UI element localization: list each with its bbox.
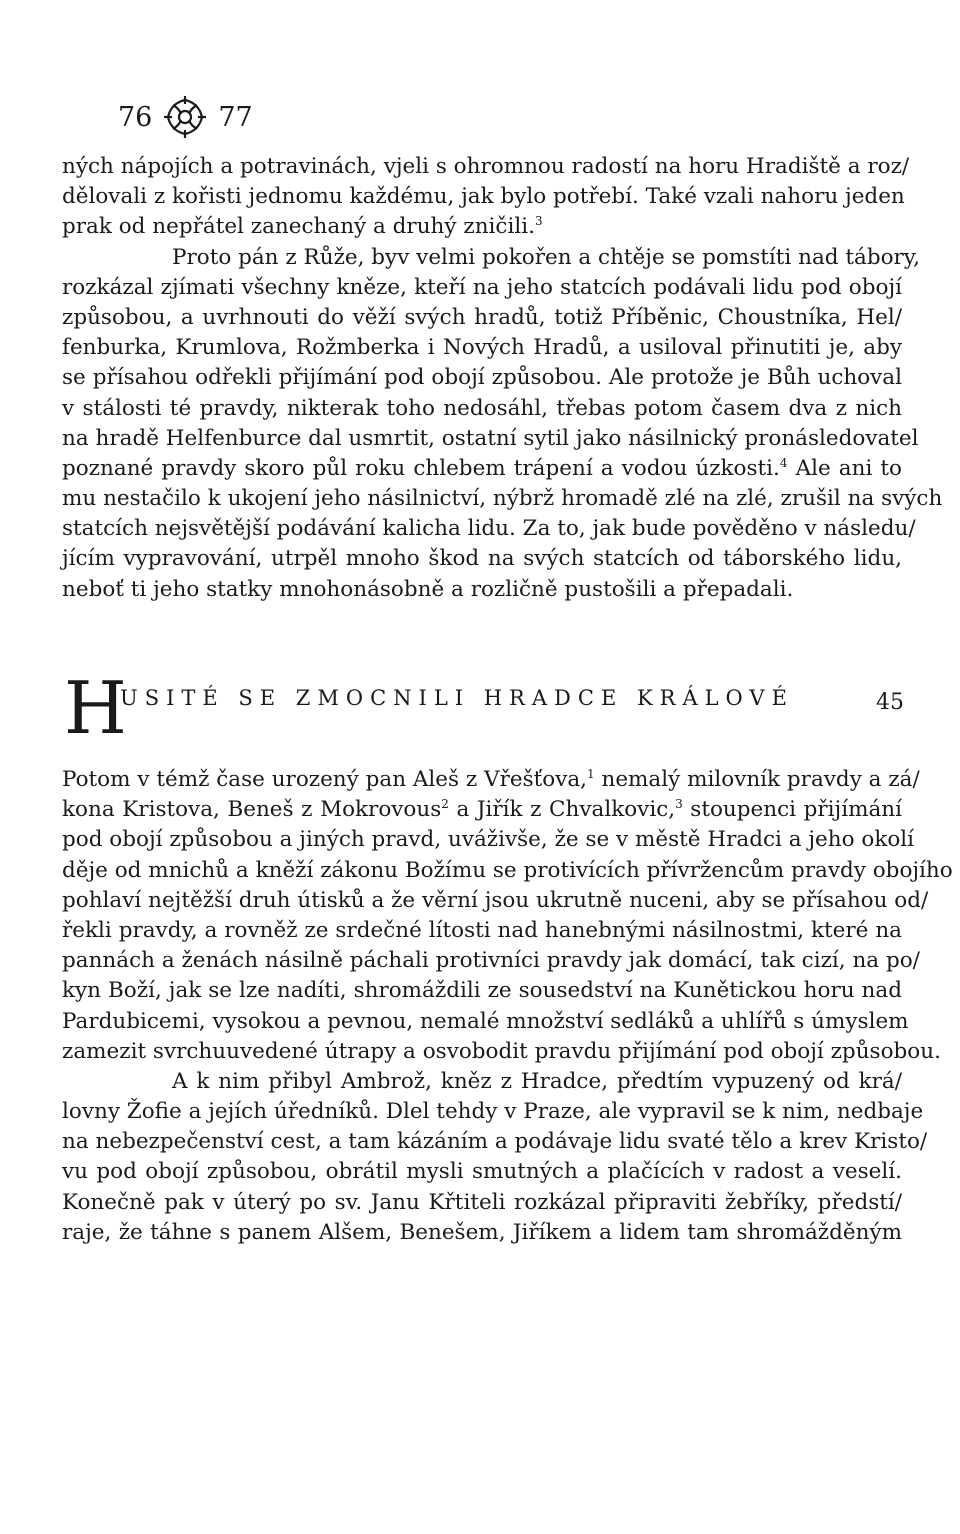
page-folio xyxy=(118,92,253,142)
text-line: pannách a ženách násilně páchali protivníci pravdy jak domácí, tak cizí, na po/ xyxy=(62,948,920,974)
text-line: dělovali z kořisti jednomu každému, jak bylo potřebí. Také vzali nahoru jeden xyxy=(62,184,905,210)
spiral-ornament-icon xyxy=(160,92,210,142)
text-line: se přísahou odřekli přijímání pod obojí způsobou. Ale protože je Bůh uchoval xyxy=(62,365,902,391)
text-line: pod obojí způsobou a jiných pravd, uváživše, že se v městě Hradci a jeho okolí xyxy=(62,827,915,853)
right-page-number: 77 xyxy=(218,101,253,133)
footnote-mark: 4 xyxy=(779,455,788,470)
text-line: jícím vypravování, utrpěl mnoho škod na svých statcích od táborského lidu, xyxy=(62,546,902,572)
text-line: statcích nejsvětější podávání kalicha lidu. Za to, jak bude pověděno v následu/ xyxy=(62,516,916,542)
heading-drop-cap: H xyxy=(64,666,127,750)
chapter-heading xyxy=(64,666,904,750)
continued-text-block xyxy=(62,152,943,605)
text-line xyxy=(62,765,920,795)
text-line: neboť ti jeho statky mnohonásobně a rozličně pustošili a přepadali. xyxy=(62,576,794,602)
text-line: děje od mnichů a kněží zákonu Božímu se protivících přívržencům pravdy obojího xyxy=(62,857,953,883)
footnote-mark: 3 xyxy=(534,214,543,229)
text-line xyxy=(62,454,902,484)
footnote-mark: 3 xyxy=(675,797,683,812)
text-line: lovny Žofie a jejích úředníků. Dlel tehdy v Praze, ale vypravil se k nim, nedbaje xyxy=(62,1099,924,1125)
footnote-mark: 1 xyxy=(587,766,595,781)
text-span: stoupenci přijímání xyxy=(682,797,902,823)
text-line: pohlaví nejtěžší druh útisků a že věrní jsou ukrutně nuceni, aby se přísahou od/ xyxy=(62,887,929,913)
text-line: mu nestačilo k ukojení jeho násilnictví, nýbrž hromadě zlé na zlé, zrušil na svých xyxy=(62,486,943,512)
text-line: v stálosti té pravdy, nikterak toho nedosáhl, třebas potom časem dva z nich xyxy=(62,395,902,421)
text-line xyxy=(62,212,902,242)
text-line: fenburka, Krumlova, Rožmberka i Nových Hradů, a usiloval přinutiti je, aby xyxy=(62,335,902,361)
text-line: zamezit svrchuuvedené útrapy a osvobodit pravdu přijímání pod obojí způsobou. xyxy=(62,1038,941,1064)
text-line: raje, že táhne s panem Alšem, Benešem, Jiříkem a lidem tam shromážděným xyxy=(62,1219,902,1245)
text-line: ných nápojích a potravinách, vjeli s ohromnou radostí na horu Hradiště a roz/ xyxy=(62,154,910,179)
text-line: vu pod obojí způsobou, obrátil mysli smutných a plačících v radost a veselí. xyxy=(62,1159,902,1185)
chapter-text-block xyxy=(62,765,953,1248)
text-line: Pardubicemi, vysokou a pevnou, nemalé množství sedláků a uhlířů s úmyslem xyxy=(62,1008,909,1034)
text-line: A k nim přibyl Ambrož, kněz z Hradce, předtím vypuzený od krá/ xyxy=(172,1068,902,1094)
text-span: a Jiřík z Chvalkovic, xyxy=(448,797,676,823)
text-line: kyn Boží, jak se lze nadíti, shromáždili ze sousedství na Kunětickou horu nad xyxy=(62,978,902,1004)
text-line: rozkázal zjímati všechny kněze, kteří na jeho statcích podávali lidu pod obojí xyxy=(62,274,902,300)
text-span: Ale ani to xyxy=(787,455,902,481)
left-page-number: 76 xyxy=(118,101,153,133)
text-line: způsobou, a uvrhnouti do věží svých hradů, totiž Příběnic, Choustníka, Hel/ xyxy=(62,304,902,330)
text-span: poznané pravdy skoro půl roku chlebem trápení a vodou úzkosti. xyxy=(62,455,780,481)
text-span: nemalý milovník pravdy a zá/ xyxy=(594,767,920,792)
heading-title: USITÉ SE ZMOCNILI HRADCE KRÁLOVÉ xyxy=(120,686,794,710)
text-line: na hradě Helfenburce dal usmrtit, ostatní sytil jako násilnický pronásledovatel xyxy=(62,425,919,451)
text-span: kona Kristova, Beneš z Mokrovous xyxy=(62,797,442,823)
text-span: prak od nepřátel zanechaný a druhý zničili. xyxy=(62,214,535,240)
text-line: Proto pán z Růže, byv velmi pokořen a chtěje se pomstíti nad tábory, xyxy=(172,244,920,270)
footnote-mark: 2 xyxy=(441,797,449,812)
text-line: Konečně pak v úterý po sv. Janu Křtiteli rozkázal připraviti žebříky, předstí/ xyxy=(62,1189,902,1215)
text-span: Potom v témž čase urozený pan Aleš z Vřešťova, xyxy=(62,767,587,792)
text-line: na nebezpečenství cest, a tam kázáním a podávaje lidu svaté tělo a krev Kristo/ xyxy=(62,1129,928,1155)
text-line xyxy=(62,795,902,825)
text-line: řekli pravdy, a rovněž ze srdečné lítosti nad hanebnými násilnostmi, které na xyxy=(62,917,902,943)
chapter-number: 45 xyxy=(876,690,904,715)
